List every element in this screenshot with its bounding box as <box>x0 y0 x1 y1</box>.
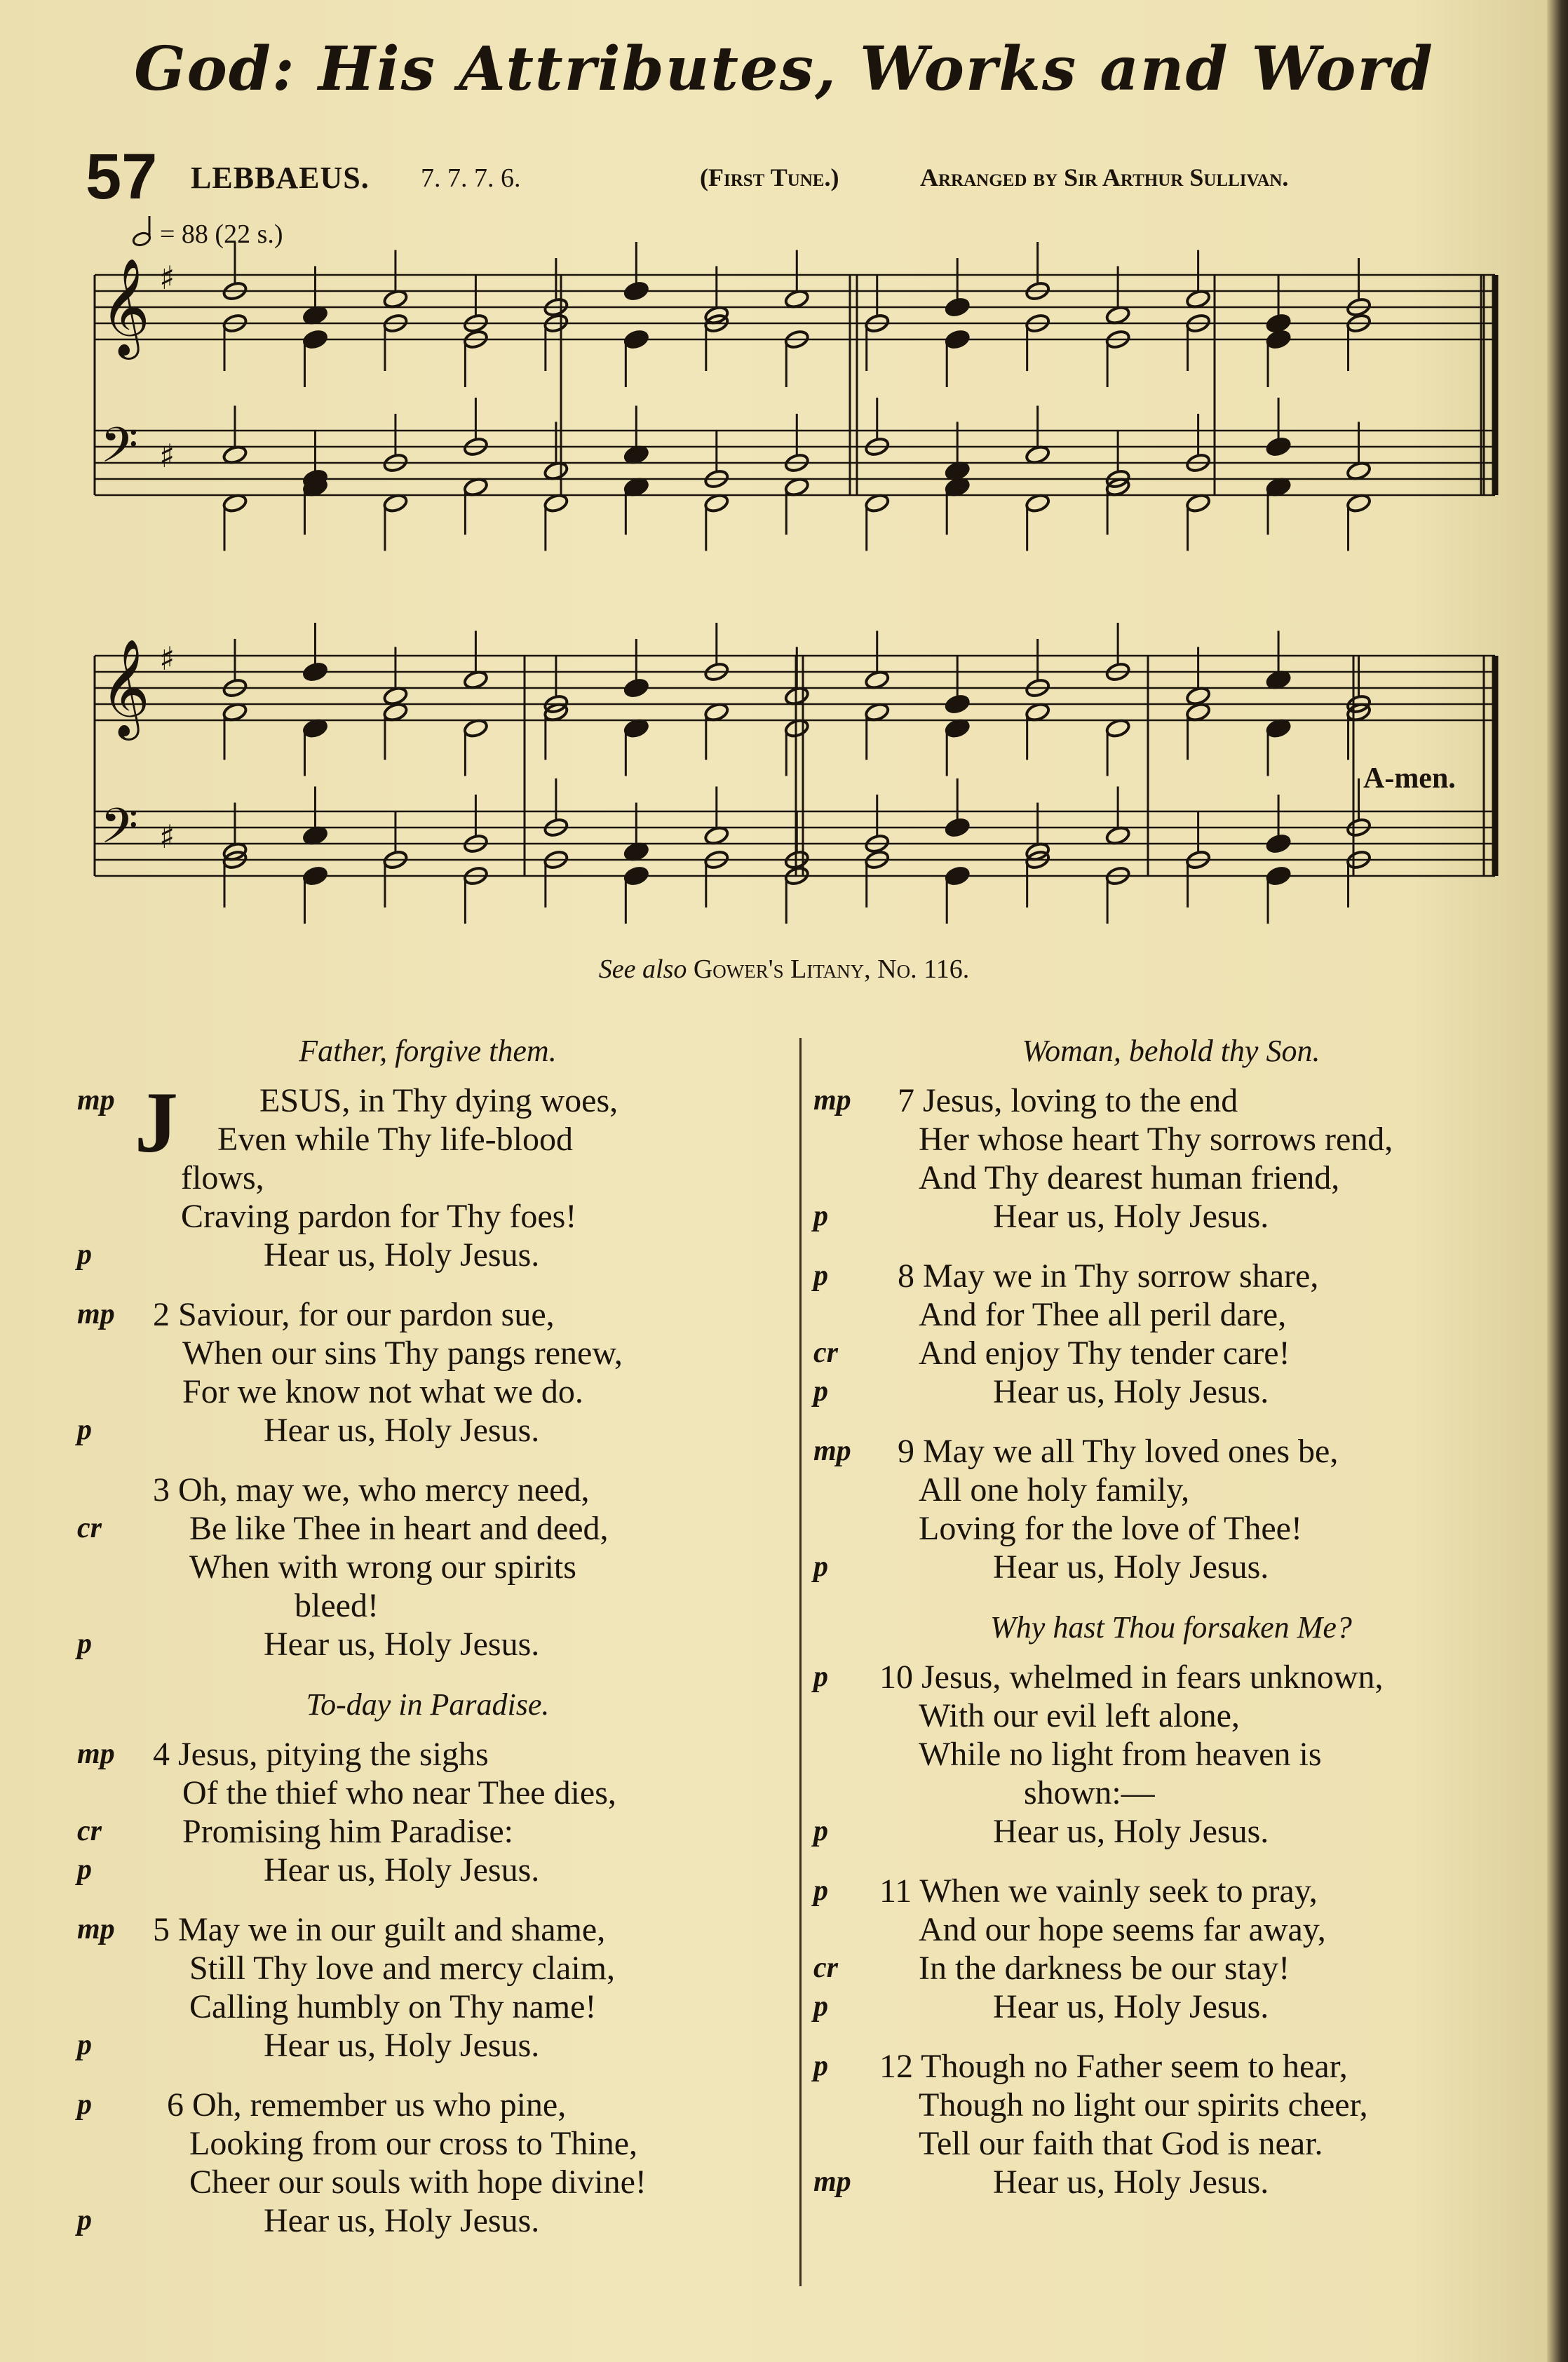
verse-text: ESUS, in Thy dying woes, <box>259 1082 619 1119</box>
note-head <box>945 817 971 838</box>
verse-text: 11 When we vainly seek to pray, <box>879 1872 1318 1910</box>
dynamic-marking: p <box>77 1414 92 1446</box>
dynamic-marking: p <box>813 1815 828 1847</box>
key-signature-sharp: ♯ <box>159 259 175 297</box>
see-also-note <box>0 954 1568 985</box>
dynamic-marking: mp <box>813 1084 851 1116</box>
verse-text: 9 May we all Thy loved ones be, <box>898 1433 1339 1470</box>
stanza <box>77 1735 778 1889</box>
verse-line <box>77 1949 778 1988</box>
note-head <box>1266 833 1292 854</box>
dynamic-marking: p <box>77 1239 92 1271</box>
verse-text: All one holy family, <box>919 1471 1190 1509</box>
dynamic-marking: cr <box>77 1512 102 1544</box>
verse-line <box>77 2201 778 2240</box>
amen-label: A-men. <box>1363 762 1456 795</box>
verse-line <box>813 2124 1529 2163</box>
verse-text: Cheer our souls with hope divine! <box>189 2164 647 2201</box>
verse-column-right <box>813 1031 1529 2222</box>
key-signature-sharp: ♯ <box>159 818 175 856</box>
verse-line <box>813 1120 1529 1159</box>
verse-text: bleed! <box>295 1587 379 1624</box>
dynamic-marking: p <box>813 2050 828 2082</box>
verse-text: Looking from our cross to Thine, <box>189 2125 638 2162</box>
verse-line <box>813 1197 1529 1236</box>
verse-text: Her whose heart Thy sorrows rend, <box>919 1121 1393 1158</box>
dynamic-marking: p <box>77 2088 92 2121</box>
verse-line <box>77 1988 778 2026</box>
stanza <box>813 1081 1529 1236</box>
verse-line <box>813 1910 1529 1949</box>
verse-text: Be like Thee in heart and deed, <box>189 1510 609 1547</box>
stanza <box>77 1295 778 1450</box>
dynamic-marking: cr <box>77 1815 102 1847</box>
note-head <box>623 281 649 302</box>
verse-line <box>77 2086 778 2124</box>
dynamic-marking: p <box>77 2204 92 2236</box>
dynamic-marking: mp <box>77 1298 115 1330</box>
arranger-credit: Arranged by Sir Arthur Sullivan. <box>920 163 1289 191</box>
verse-line <box>77 1774 778 1812</box>
verse-line <box>813 1081 1529 1120</box>
verse-text: Hear us, Holy Jesus. <box>264 2202 540 2239</box>
verse-text: With our evil left alone, <box>919 1697 1240 1734</box>
verse-text: And Thy dearest human friend, <box>919 1159 1340 1196</box>
verse-line <box>77 2163 778 2201</box>
verse-line <box>77 1372 778 1411</box>
note-head <box>623 329 649 350</box>
verse-line <box>813 1872 1529 1910</box>
verse-line <box>813 1257 1529 1295</box>
see-also-reference: Gower's Litany, No. 116. <box>693 954 970 984</box>
verse-line <box>77 1548 778 1586</box>
verse-text: Of the thief who near Thee dies, <box>182 1774 616 1811</box>
dynamic-marking: cr <box>813 1952 838 1984</box>
dynamic-marking: cr <box>813 1337 838 1369</box>
verse-line <box>77 1236 778 1274</box>
dynamic-marking: p <box>77 1628 92 1660</box>
section-heading: Why hast Thou forsaken Me? <box>990 1610 1352 1645</box>
verse-line <box>77 1812 778 1851</box>
verse-text: Hear us, Holy Jesus. <box>993 1548 1269 1586</box>
verse-text: And enjoy Thy tender care! <box>919 1335 1290 1372</box>
verse-line <box>77 1509 778 1548</box>
verse-text: Still Thy love and mercy claim, <box>189 1950 615 1987</box>
verse-line <box>77 1334 778 1372</box>
verse-text: 7 Jesus, loving to the end <box>898 1082 1238 1119</box>
verse-line <box>813 1159 1529 1197</box>
note-head <box>1266 329 1292 350</box>
note-head <box>623 677 649 699</box>
verse-text: Hear us, Holy Jesus. <box>993 1988 1269 2025</box>
notes <box>222 242 1372 924</box>
verse-text: flows, <box>181 1159 264 1196</box>
tune-name: LEBBAEUS. <box>191 161 370 195</box>
verse-text: Hear us, Holy Jesus. <box>264 1626 540 1663</box>
dynamic-marking: p <box>813 1260 828 1292</box>
verse-line <box>77 1159 778 1197</box>
key-signature-sharp: ♯ <box>159 640 175 677</box>
note-head <box>302 329 328 350</box>
section-heading: To-day in Paradise. <box>306 1687 550 1722</box>
tempo-text: = 88 (22 s.) <box>160 220 283 249</box>
dynamic-marking: p <box>813 1375 828 1408</box>
verse-text: shown:— <box>1024 1774 1155 1811</box>
dynamic-marking: mp <box>813 2166 851 2198</box>
verse-line <box>813 1509 1529 1548</box>
verse-line <box>77 1851 778 1889</box>
column-divider <box>799 1038 802 2286</box>
verse-text: Hear us, Holy Jesus. <box>993 1373 1269 1410</box>
verse-text: Hear us, Holy Jesus. <box>264 1412 540 1449</box>
verse-text: Even while Thy life-blood <box>217 1121 573 1158</box>
verse-line <box>813 1696 1529 1735</box>
verse-text: 2 Saviour, for our pardon sue, <box>153 1296 555 1333</box>
verse-text: Though no light our spirits cheer, <box>919 2086 1368 2124</box>
note-head <box>1266 436 1292 457</box>
clefs <box>100 258 175 866</box>
stanza <box>813 1257 1529 1411</box>
verse-line <box>813 1774 1529 1812</box>
verse-text: 12 Though no Father seem to hear, <box>879 2048 1348 2085</box>
verse-line <box>813 2047 1529 2086</box>
verse-line <box>77 1411 778 1450</box>
verse-line <box>77 2124 778 2163</box>
stanza <box>813 2047 1529 2201</box>
verse-line <box>813 1334 1529 1372</box>
verse-text: Promising him Paradise: <box>182 1813 513 1850</box>
verse-text: 3 Oh, may we, who mercy need, <box>153 1471 590 1509</box>
verse-text: When with wrong our spirits <box>189 1548 576 1586</box>
verse-text: Tell our faith that God is near. <box>919 2125 1323 2162</box>
dynamic-marking: p <box>813 1990 828 2023</box>
verse-text: 10 Jesus, whelmed in fears unknown, <box>879 1659 1384 1696</box>
dynamic-marking: mp <box>77 1738 115 1770</box>
verse-line <box>813 1372 1529 1411</box>
verse-line <box>813 1548 1529 1586</box>
note-head <box>945 865 971 886</box>
verse-text: 4 Jesus, pitying the sighs <box>153 1736 489 1773</box>
verse-text: For we know not what we do. <box>182 1373 583 1410</box>
meter: 7. 7. 7. 6. <box>421 163 521 193</box>
verse-text: 5 May we in our guilt and shame, <box>153 1911 606 1948</box>
verse-column-left <box>77 1031 778 2261</box>
dynamic-marking: p <box>77 1854 92 1886</box>
verse-line <box>813 1295 1529 1334</box>
verse-text: 6 Oh, remember us who pine, <box>167 2086 567 2124</box>
verse-text: Hear us, Holy Jesus. <box>993 2164 1269 2201</box>
verse-line <box>813 1812 1529 1851</box>
note-head <box>302 661 328 682</box>
note-head <box>945 694 971 715</box>
stanza <box>77 1910 778 2065</box>
key-signature-sharp: ♯ <box>159 437 175 475</box>
verse-text: Hear us, Holy Jesus. <box>264 2027 540 2064</box>
verse-text: And our hope seems far away, <box>919 1911 1326 1948</box>
verse-line <box>813 1988 1529 2026</box>
note-head <box>302 865 328 886</box>
verse-line <box>77 1197 778 1236</box>
verse-text: Hear us, Holy Jesus. <box>264 1236 540 1274</box>
stanza <box>77 2086 778 2240</box>
dynamic-marking: p <box>813 1200 828 1232</box>
verse-text: When our sins Thy pangs renew, <box>182 1335 623 1372</box>
stanza <box>77 1074 778 1274</box>
dynamic-marking: p <box>813 1551 828 1583</box>
verse-line <box>813 1949 1529 1988</box>
verse-line <box>813 1658 1529 1696</box>
tune-note: (First Tune.) <box>700 163 839 191</box>
stanza <box>813 1658 1529 1851</box>
dynamic-marking: p <box>813 1875 828 1907</box>
verse-line <box>77 2026 778 2065</box>
verse-line <box>77 1295 778 1334</box>
verse-text: Hear us, Holy Jesus. <box>264 1851 540 1889</box>
verse-line <box>813 1432 1529 1471</box>
verse-text: In the darkness be our stay! <box>919 1950 1290 1987</box>
music-score <box>0 0 1568 954</box>
verse-line <box>77 1735 778 1774</box>
drop-cap: J <box>135 1074 178 1170</box>
hymn-number: 57 <box>86 141 158 212</box>
dynamic-marking: p <box>813 1661 828 1693</box>
verse-line <box>77 1910 778 1949</box>
section-title: God: His Attributes, Works and Word <box>134 34 1434 104</box>
dynamic-marking: p <box>77 2029 92 2061</box>
verse-line <box>77 1625 778 1663</box>
verse-text: While no light from heaven is <box>919 1736 1322 1773</box>
treble-clef: 𝄞 <box>100 639 150 736</box>
dynamic-marking: mp <box>813 1435 851 1467</box>
stanza <box>813 1432 1529 1586</box>
dynamic-marking: mp <box>77 1084 115 1116</box>
dynamic-marking: mp <box>77 1913 115 1945</box>
verse-text: Hear us, Holy Jesus. <box>993 1198 1269 1235</box>
note-head <box>1266 313 1292 334</box>
treble-clef: 𝄞 <box>100 258 150 356</box>
verse-text: Craving pardon for Thy foes! <box>181 1198 577 1235</box>
verse-text: Calling humbly on Thy name! <box>189 1988 597 2025</box>
verse-line <box>813 1735 1529 1774</box>
verse-text: Hear us, Holy Jesus. <box>993 1813 1269 1850</box>
verse-text: 8 May we in Thy sorrow share, <box>898 1257 1319 1295</box>
verse-line <box>77 1120 778 1159</box>
verse-line <box>813 2163 1529 2201</box>
verse-text: Loving for the love of Thee! <box>919 1510 1302 1547</box>
note-head <box>945 297 971 318</box>
bass-clef: 𝄢 <box>100 417 139 485</box>
bass-clef: 𝄢 <box>100 797 139 866</box>
stanza <box>813 1872 1529 2026</box>
verse-text: And for Thee all peril dare, <box>919 1296 1287 1333</box>
see-also-prefix: See also <box>598 954 687 984</box>
section-heading: Woman, behold thy Son. <box>1022 1034 1320 1068</box>
verse-line <box>813 1471 1529 1509</box>
note-head <box>623 865 649 886</box>
note-head <box>945 329 971 350</box>
verse-line <box>813 2086 1529 2124</box>
verse-line <box>77 1471 778 1509</box>
section-heading: Father, forgive them. <box>299 1034 557 1068</box>
note-head <box>1266 865 1292 886</box>
verse-line <box>77 1586 778 1625</box>
stanza <box>77 1471 778 1663</box>
